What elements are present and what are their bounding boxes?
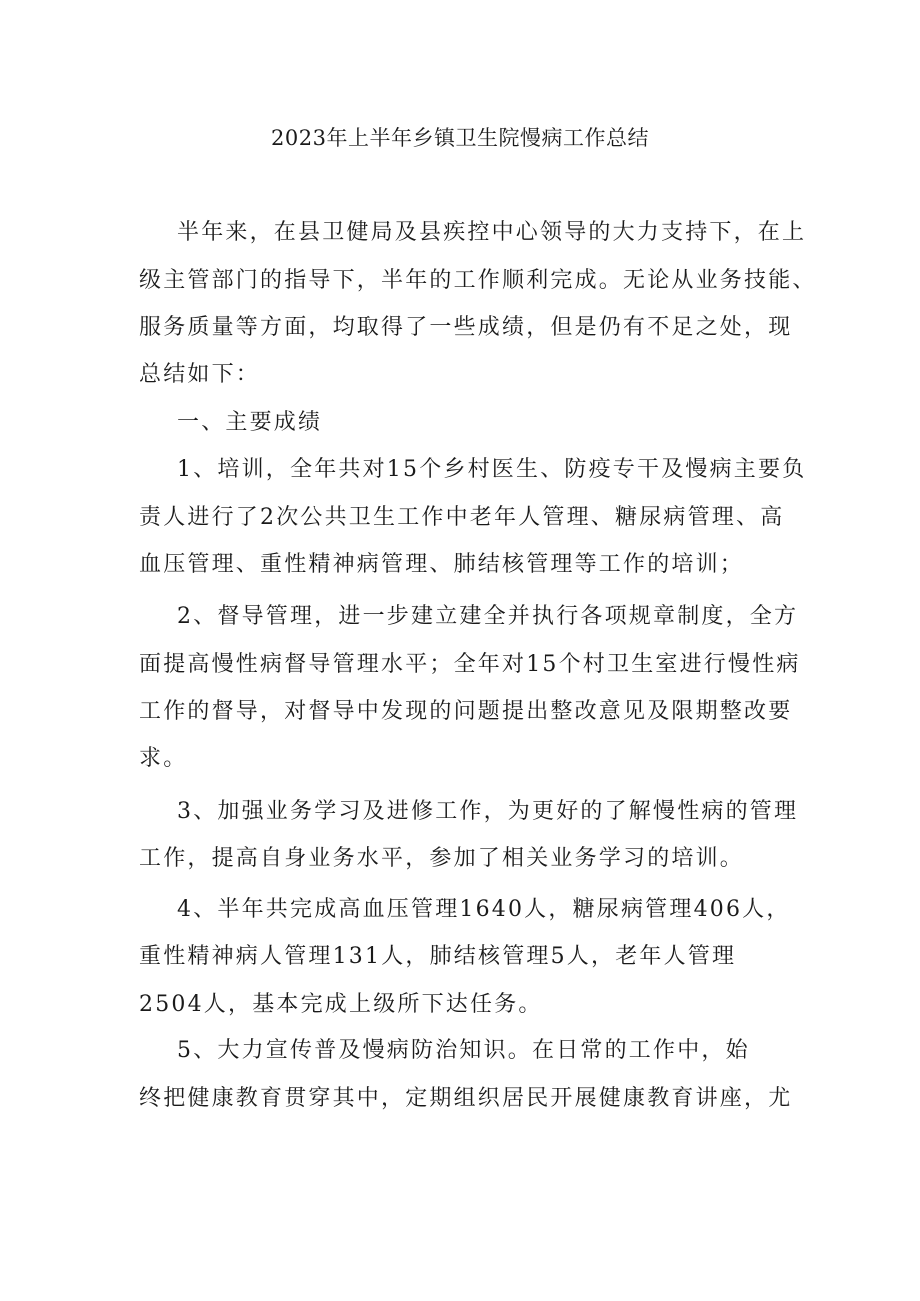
text-line: 1、培训，全年共对15个乡村医生、防疫专干及慢病主要负	[177, 457, 807, 482]
text-line: 求。	[139, 746, 188, 771]
text-line: 级主管部门的指导下，半年的工作顺利完成。无论从业务技能、	[139, 268, 817, 293]
text-line: 责人进行了2次公共卫生工作中老年人管理、糖尿病管理、高	[139, 505, 785, 530]
section-heading: 一、主要成绩	[177, 410, 323, 435]
text-line: 2504人，基本完成上级所下达任务。	[139, 992, 543, 1017]
text-line: 重性精神病人管理131人，肺结核管理5人，老年人管理	[139, 944, 737, 969]
text-line: 2、督导管理，进一步建立建全并执行各项规章制度，全方	[177, 604, 799, 629]
text-line: 血压管理、重性精神病管理、肺结核管理等工作的培训；	[139, 552, 745, 577]
text-line: 3、加强业务学习及进修工作，为更好的了解慢性病的管理	[177, 799, 799, 824]
text-line: 总结如下：	[139, 362, 261, 387]
text-line: 5、大力宣传普及慢病防治知识。在日常的工作中，始	[177, 1038, 750, 1063]
text-line: 半年来，在县卫健局及县疾控中心领导的大力支持下，在上	[177, 220, 807, 245]
text-line: 4、半年共完成高血压管理1640人，糖尿病管理406人，	[177, 897, 791, 922]
text-line: 服务质量等方面，均取得了一些成绩，但是仍有不足之处，现	[139, 315, 793, 340]
text-line: 工作的督导，对督导中发现的问题提出整改意见及限期整改要	[139, 699, 793, 724]
text-line: 终把健康教育贯穿其中，定期组织居民开展健康教育讲座，尤	[139, 1086, 793, 1111]
text-line: 面提高慢性病督导管理水平；全年对15个村卫生室进行慢性病	[139, 652, 801, 677]
document-title: 2023年上半年乡镇卫生院慢病工作总结	[271, 126, 649, 150]
text-line: 工作，提高自身业务水平，参加了相关业务学习的培训。	[139, 846, 745, 871]
